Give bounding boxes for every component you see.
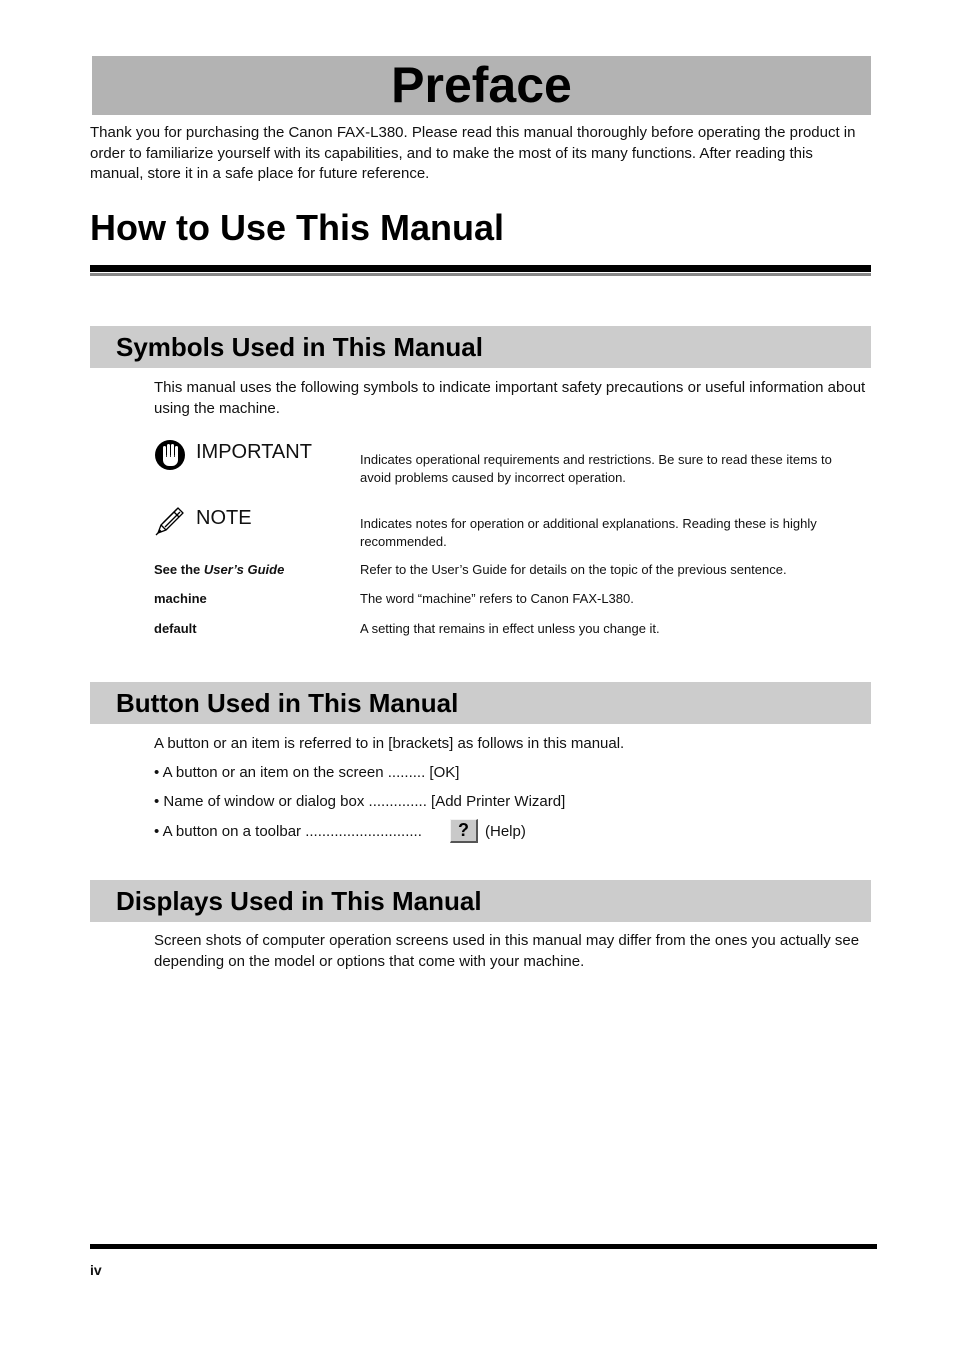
displays-text: Screen shots of computer operation screens used in this manual may differ from the ones you actually see depending on the model or options that come with your machine.	[154, 932, 860, 970]
section-heading-how-to-use: How to Use This Manual	[90, 207, 505, 248]
note-description: Indicates notes for operation or additional explanations. Reading these is highly recommended.	[360, 516, 817, 549]
hand-stop-icon	[154, 439, 188, 473]
page-number: iv	[90, 1262, 102, 1278]
buttons-intro: A button or an item is referred to in [brackets] as follows in this manual.	[154, 735, 625, 752]
button-example-dialog: • Name of window or dialog box .............. [Add Printer Wizard]	[154, 793, 566, 810]
symbol-important-row	[154, 439, 871, 489]
term-users-guide-prefix: See the	[154, 562, 204, 577]
heading-rule-shadow	[90, 273, 871, 276]
displays-section-title: Displays Used in This Manual	[116, 886, 482, 916]
help-toolbar-button-icon: ?	[450, 819, 478, 843]
term-machine-description: The word “machine” refers to Canon FAX-L380.	[360, 591, 634, 606]
note-label: NOTE	[196, 507, 252, 529]
buttons-section-bar	[90, 682, 871, 724]
term-machine: machine	[154, 591, 207, 606]
term-users-guide	[154, 562, 284, 577]
important-label: IMPORTANT	[196, 441, 312, 463]
term-users-guide-description: Refer to the User’s Guide for details on the topic of the previous sentence.	[360, 562, 787, 577]
help-label: (Help)	[485, 823, 526, 840]
heading-rule	[90, 265, 871, 272]
symbols-intro: This manual uses the following symbols to indicate important safety precautions or useful information about using the machine.	[154, 379, 866, 417]
symbols-section-title: Symbols Used in This Manual	[116, 332, 483, 362]
displays-section-bar	[90, 880, 871, 922]
button-example-toolbar: • A button on a toolbar ............................	[154, 823, 422, 840]
term-default-description: A setting that remains in effect unless you change it.	[360, 621, 660, 636]
footer-rule	[90, 1244, 877, 1249]
term-users-guide-italic: User’s Guide	[203, 562, 285, 577]
button-example-screen: • A button or an item on the screen ......... [OK]	[154, 764, 460, 781]
symbols-section-bar	[90, 326, 871, 368]
preface-banner	[92, 56, 871, 115]
pencil-icon	[154, 505, 188, 539]
preface-intro: Thank you for purchasing the Canon FAX-L380. Please read this manual thoroughly before operating the product in order to familiarize yourself with its capabilities, and to make the most of its many functions. After reading this manual, store it in a safe place for future reference.	[90, 124, 856, 182]
page-title: Preface	[391, 57, 572, 113]
symbol-note-row	[154, 505, 871, 555]
important-description: Indicates operational requirements and restrictions. Be sure to read these items to avoid problems caused by incorrect operation.	[360, 452, 832, 485]
term-default: default	[154, 621, 197, 636]
buttons-section-title: Button Used in This Manual	[116, 688, 459, 718]
